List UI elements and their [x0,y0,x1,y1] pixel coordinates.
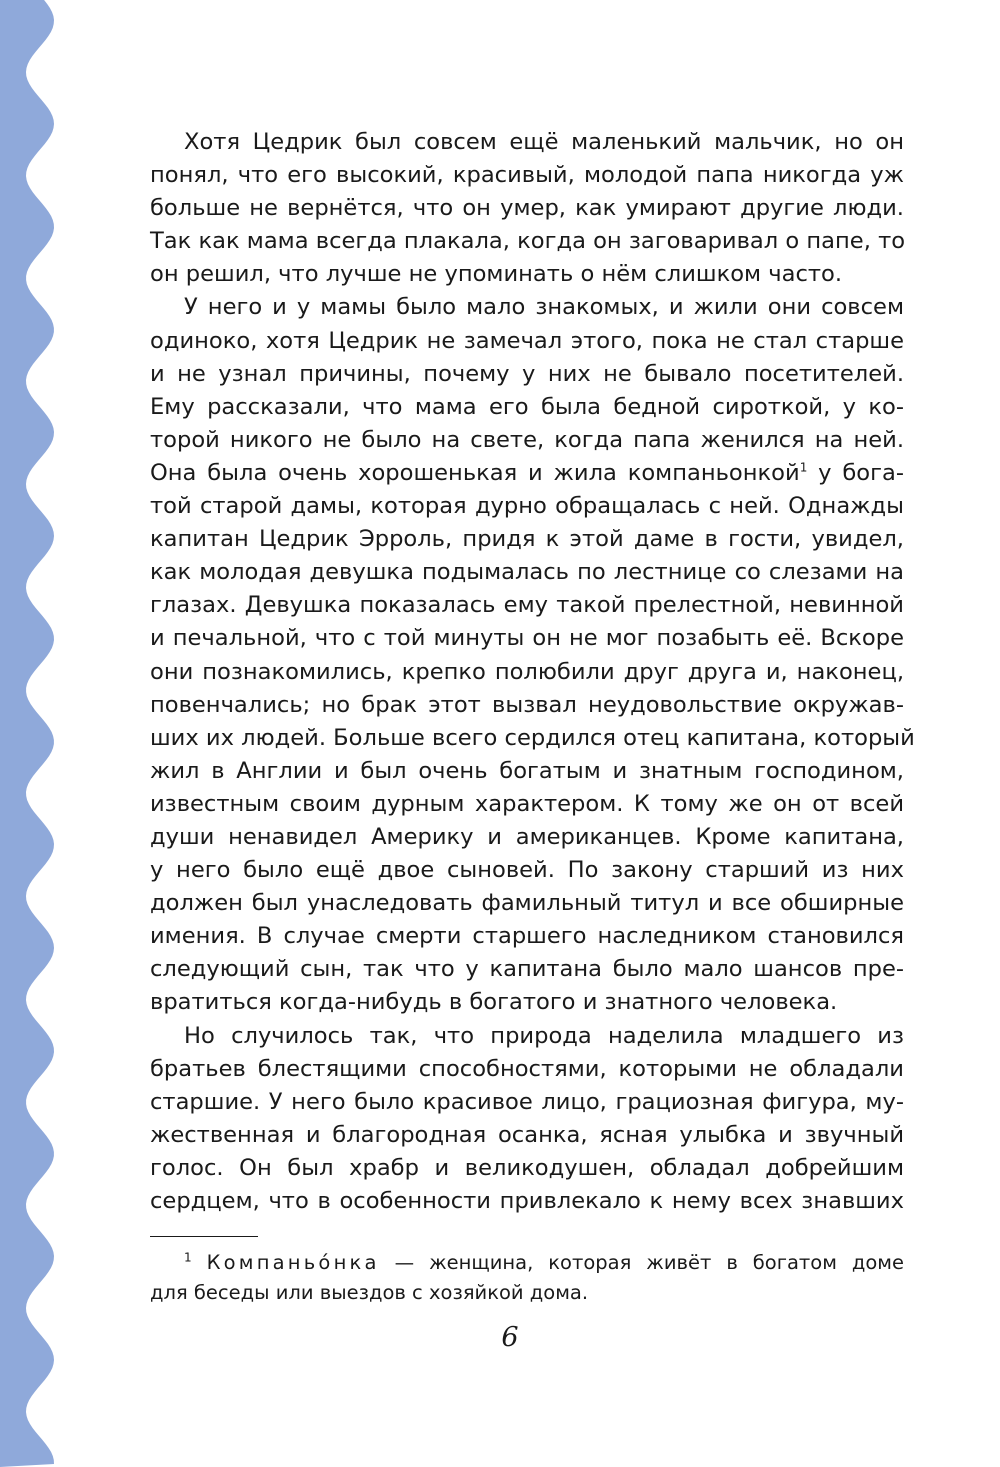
text-line: капитан Цедрик Эрроль, придя к этой даме в гости, увидел, [150,526,904,553]
text-line: одиноко, хотя Цедрик не замечал этого, пока не стал старше [150,327,904,354]
paragraph-1 [150,126,904,291]
text-segment: Она была очень хорошенькая и жила компаньонкой [150,459,800,486]
text-line: Так как мама всегда плакала, когда он заговаривал о папе, то [150,228,906,255]
text-line: торой никого не было на свете, когда папа женился на ней. [150,426,904,453]
text-segment: у бога- [807,459,904,486]
text-line: Ему рассказали, что мама его была бедной сироткой, у ко- [150,393,904,420]
text-line: и не узнал причины, почему у них не бывало посетителей. [150,360,904,387]
text-line: следующий сын, так что у капитана было мало шансов пре- [150,956,904,983]
footnote-definition: — женщина, которая живёт в богатом доме [379,1251,904,1274]
text-line: жил в Англии и был очень богатым и знатным господином, [150,757,904,784]
text-line: Но случилось так, что природа наделила младшего из [184,1022,904,1049]
text-line: известным своим дурным характером. К тому же он от всей [150,790,904,817]
paragraph-3 [150,1020,904,1219]
text-line: как молодая девушка подымалась по лестнице со слезами на [150,559,904,586]
text-line: понял, что его высокий, красивый, молодой папа никогда уж [150,162,904,189]
footnote-reference[interactable]: 1 [799,460,808,475]
text-line: сердцем, что в особенности привлекало к нему всех знавших [150,1188,904,1214]
text-line: имения. В случае смерти старшего наследником становился [150,923,904,950]
text-line: больше не вернётся, что он умер, как умирают другие люди. [150,195,904,222]
decorative-wave-border [0,0,80,1467]
text-line: у него было ещё двое сыновей. По закону старший из них [150,857,904,884]
text-line: повенчались; но брак этот вызвал неудовольствие окружав- [150,691,904,718]
text-line: старшие. У него было красивое лицо, грациозная фигура, му- [150,1088,904,1115]
footnote-mark: 1 [184,1250,192,1265]
text-line: глазах. Девушка показалась ему такой прелестной, невинной [150,592,904,619]
text-line: той старой дамы, которая дурно обращалась с ней. Однажды [150,493,904,520]
text-line: братьев блестящими способностями, которыми не обладали [150,1055,904,1082]
text-line: голос. Он был храбр и великодушен, обладал добрейшим [150,1154,904,1181]
text-line: он решил, что лучше не упоминать о нём слишком часто. [150,261,843,288]
text-line: У него и у мамы было мало знакомых, и жили они совсем [184,294,904,321]
text-line: Хотя Цедрик был совсем ещё маленький мальчик, но он [184,129,904,155]
text-line: и печальной, что с той минуты он не мог позабыть её. Вскоре [150,625,904,652]
footnote [150,1248,904,1308]
text-line: ших их людей. Больше всего сердился отец капитана, который [150,724,915,751]
footnote-divider [150,1236,258,1237]
text-line: должен был унаследовать фамильный титул и все обширные [150,890,904,917]
paragraph-2 [150,291,915,1019]
text-line: жественная и благородная осанка, ясная улыбка и звучный [150,1121,904,1148]
footnote-term: Компаньóнка [206,1251,380,1274]
text-line: души ненавидел Америку и американцев. Кроме капитана, [150,823,904,850]
text-line: они познакомились, крепко полюбили друг друга и, наконец, [150,658,904,685]
text-line: вратиться когда-нибудь в богатого и знатного человека. [150,989,838,1016]
text-line-with-footnote-ref [150,457,904,490]
footnote-line: для беседы или выездов с хозяйкой дома. [150,1281,589,1304]
footnote-line [150,1248,904,1278]
page-number: 6 [501,1322,519,1353]
body-text [150,126,915,1218]
